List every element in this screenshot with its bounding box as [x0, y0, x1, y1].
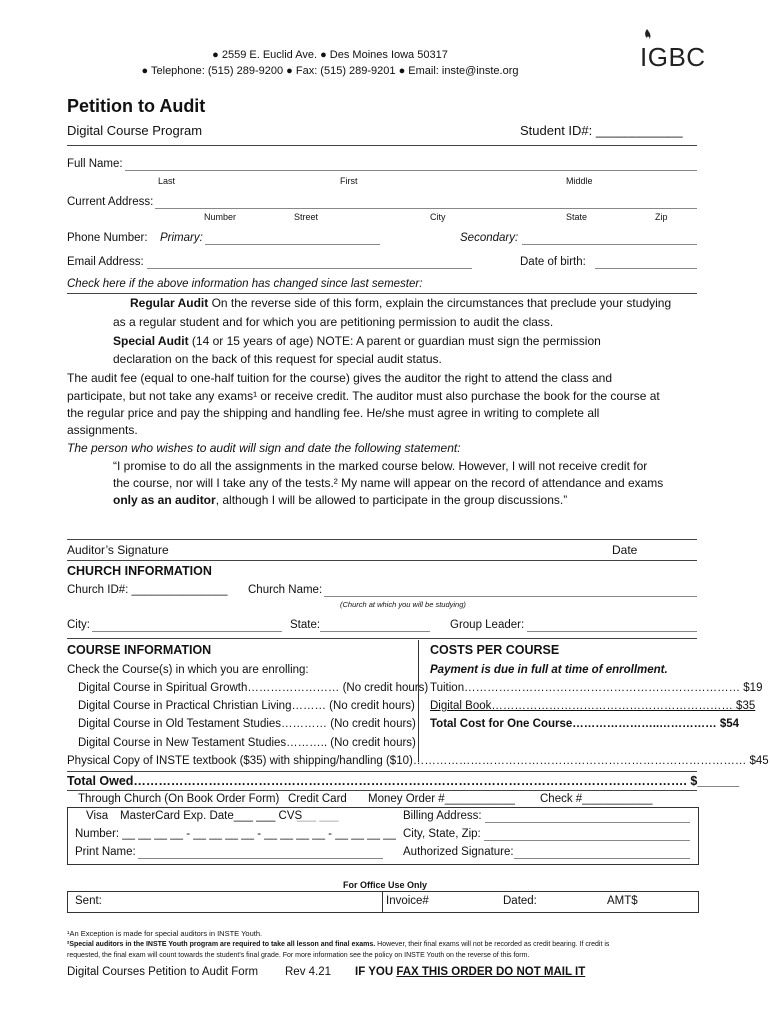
- pay-through-church-option[interactable]: Through Church (On Book Order Form): [78, 793, 280, 805]
- full-name-label: Full Name:: [67, 158, 123, 170]
- office-use-heading: For Office Use Only: [342, 880, 428, 890]
- church-city-input[interactable]: [92, 631, 282, 632]
- regular-audit-text-2: as a regular student and for which you are petitioning permission to audit the class.: [113, 315, 554, 329]
- course-instruction: Check the Course(s) in which you are enrolling:: [67, 664, 309, 676]
- dob-label: Date of birth:: [520, 256, 586, 268]
- footer-form-name: Digital Courses Petition to Audit Form: [67, 966, 259, 978]
- signature-label: Auditor’s Signature: [67, 543, 169, 557]
- program-name: Digital Course Program: [67, 123, 203, 138]
- address-sub-city: City: [430, 212, 446, 222]
- course-item-practical-living[interactable]: Digital Course in Practical Christian Living……… (No credit hours): [78, 700, 415, 712]
- phone-primary-input[interactable]: [205, 244, 380, 245]
- regular-audit-text: On the reverse side of this form, explain the circumstances that preclude your studying: [208, 296, 672, 310]
- header-contact: ● Telephone: (515) 289-9200 ● Fax: (515) 289-9201 ● Email: inste@inste.org: [141, 65, 519, 77]
- print-name-input[interactable]: [138, 858, 383, 859]
- pay-check-option[interactable]: Check #___________: [540, 793, 653, 805]
- course-item-old-testament[interactable]: Digital Course in Old Testament Studies………… (No credit hours): [78, 718, 416, 730]
- print-name-label: Print Name:: [75, 846, 136, 858]
- title-divider: [67, 145, 697, 146]
- church-name-input[interactable]: [324, 596, 697, 597]
- footnote-1: ¹An Exception is made for special auditors in INSTE Youth.: [67, 929, 263, 938]
- city-state-zip-label: City, State, Zip:: [403, 828, 481, 840]
- office-dated: Dated:: [503, 895, 537, 907]
- total-owed[interactable]: Total Owed……………………………………………………………………………………………………………………. $______: [67, 774, 740, 788]
- address-input[interactable]: [155, 208, 697, 209]
- address-sub-street: Street: [294, 212, 319, 222]
- office-invoice: Invoice#: [386, 895, 429, 907]
- fee-text-4: assignments.: [67, 423, 138, 437]
- footer-fax-lead: IF YOU: [355, 966, 397, 978]
- auth-signature-label: Authorized Signature:: [403, 846, 514, 858]
- footnote-2: [67, 941, 609, 948]
- course-heading: COURSE INFORMATION: [67, 643, 212, 657]
- phone-label: Phone Number:: [67, 232, 148, 244]
- regular-audit-option[interactable]: [130, 296, 671, 310]
- regular-audit-title: Regular Audit: [130, 296, 209, 310]
- billing-address-input[interactable]: [485, 822, 690, 823]
- church-city-label: City:: [67, 619, 90, 631]
- changed-info-note: Check here if the above information has changed since last semester:: [67, 278, 423, 290]
- city-state-zip-input[interactable]: [484, 840, 690, 841]
- course-divider: [67, 638, 697, 639]
- address-label: Current Address:: [67, 196, 154, 208]
- total-cost: Total Cost for One Course…………………..…………… $54: [430, 718, 740, 730]
- full-name-input[interactable]: [125, 170, 697, 171]
- church-name-hint: (Church at which you will be studying): [340, 600, 466, 609]
- dob-input[interactable]: [595, 268, 697, 269]
- auth-signature-input[interactable]: [514, 858, 690, 859]
- special-audit-text-2: declaration on the back of this request for special audit status.: [113, 352, 442, 366]
- name-sub-first: First: [340, 176, 358, 186]
- digital-book-cost: Digital Book……………………………………………………… $35: [430, 700, 756, 712]
- header-address: ● 2559 E. Euclid Ave. ● Des Moines Iowa 50317: [212, 49, 448, 61]
- total-divider: [67, 771, 697, 772]
- visa-option[interactable]: Visa: [86, 810, 109, 822]
- phone-secondary-input[interactable]: [522, 244, 697, 245]
- footnote-2-bold: ²Special auditors in the INSTE Youth program are required to take all lesson and final exams.: [67, 941, 376, 948]
- address-sub-zip: Zip: [655, 212, 668, 222]
- fee-text-3: the regular price and pay the shipping and handling fee. He/she must agree in writing to complete all: [67, 406, 600, 420]
- church-state-input[interactable]: [320, 631, 430, 632]
- footer-rev: Rev 4.21: [285, 966, 332, 978]
- email-input[interactable]: [147, 268, 472, 269]
- church-state-label: State:: [290, 619, 321, 631]
- footer-fax-note: [355, 966, 585, 978]
- office-box-divider: [382, 891, 383, 913]
- page-title: Petition to Audit: [67, 96, 206, 116]
- student-id-field[interactable]: Student ID#: ____________: [520, 123, 683, 138]
- church-heading: CHURCH INFORMATION: [67, 564, 212, 578]
- office-amt: AMT$: [607, 895, 638, 907]
- course-item-spiritual-growth[interactable]: Digital Course in Spiritual Growth…………………… (No credit hours): [78, 682, 429, 694]
- column-divider: [418, 640, 419, 762]
- fee-text-2: participate, but not take any exams¹ or receive credit. The auditor must also purchase the book for the course at: [67, 389, 660, 403]
- promise-text-2: the course, nor will I take any of the tests.² My name will appear on the record of attendance and exams: [113, 476, 664, 490]
- payment-divider-top: [67, 790, 697, 791]
- promise-rest: , although I will be allowed to participate in the group discussions.”: [215, 493, 568, 507]
- office-sent: Sent:: [75, 895, 102, 907]
- promise-text-1: “I promise to do all the assignments in the marked course below. However, I will not receive credit for: [113, 459, 648, 473]
- email-label: Email Address:: [67, 256, 144, 268]
- signature-line[interactable]: [67, 539, 697, 540]
- card-number-field[interactable]: Number: __ __ __ __ - __ __ __ __ - __ __ __ __ - __ __ __ __: [75, 828, 396, 840]
- costs-heading: COSTS PER COURSE: [430, 643, 560, 657]
- name-sub-middle: Middle: [566, 176, 593, 186]
- billing-address-label: Billing Address:: [403, 810, 482, 822]
- special-audit-title: Special Audit: [113, 334, 189, 348]
- name-sub-last: Last: [158, 176, 176, 186]
- footer-fax-underlined: FAX THIS ORDER DO NOT MAIL IT: [396, 966, 586, 978]
- logo-text: IGBC: [640, 42, 706, 72]
- address-sub-state: State: [566, 212, 588, 222]
- pay-money-order-option[interactable]: Money Order #___________: [368, 793, 516, 805]
- special-audit-text: (14 or 15 years of age) NOTE: A parent or guardian must sign the permission: [188, 334, 601, 348]
- special-audit-option[interactable]: [113, 334, 601, 348]
- tuition-cost: Tuition……………………………………………………………… $19: [430, 682, 763, 694]
- church-name-label: Church Name:: [248, 584, 323, 596]
- group-leader-label: Group Leader:: [450, 619, 525, 631]
- phone-secondary-label: Secondary:: [460, 232, 519, 244]
- section-divider: [67, 293, 697, 294]
- payment-note: Payment is due in full at time of enrollment.: [430, 664, 668, 676]
- group-leader-input[interactable]: [527, 631, 697, 632]
- pay-credit-card-option[interactable]: Credit Card: [288, 793, 347, 805]
- phone-primary-label: Primary:: [160, 232, 203, 244]
- footnote-2-line2: requested, the final exam will count towards the student's final grade. For more information see the policy on INSTE Youth on the reverse of this form.: [67, 952, 530, 959]
- church-divider: [67, 560, 697, 561]
- fee-text-1: The audit fee (equal to one-half tuition for the course) gives the auditor the right to attend the class and: [67, 371, 613, 385]
- date-label: Date: [612, 543, 638, 557]
- promise-text-3: [113, 493, 567, 507]
- promise-bold: only as an auditor: [113, 493, 216, 507]
- cvs-blank[interactable]: ___ ___: [297, 810, 339, 822]
- address-sub-number: Number: [204, 212, 237, 222]
- footnote-2-rest: However, their final exams will not be recorded as credit bearing. If credit is: [375, 941, 610, 948]
- course-item-new-testament[interactable]: Digital Course in New Testament Studies……….. (No credit hours): [78, 737, 416, 749]
- office-use-box: [67, 891, 699, 913]
- church-id-field[interactable]: Church ID#: _______________: [67, 584, 228, 596]
- mastercard-option[interactable]: MasterCard Exp. Date___ ___ CVS: [120, 810, 303, 822]
- statement-intro: The person who wishes to audit will sign and date the following statement:: [67, 441, 461, 455]
- textbook-option[interactable]: Physical Copy of INSTE textbook ($35) with shipping/handling ($10)…………………………………………………………………………… $45: [67, 755, 769, 767]
